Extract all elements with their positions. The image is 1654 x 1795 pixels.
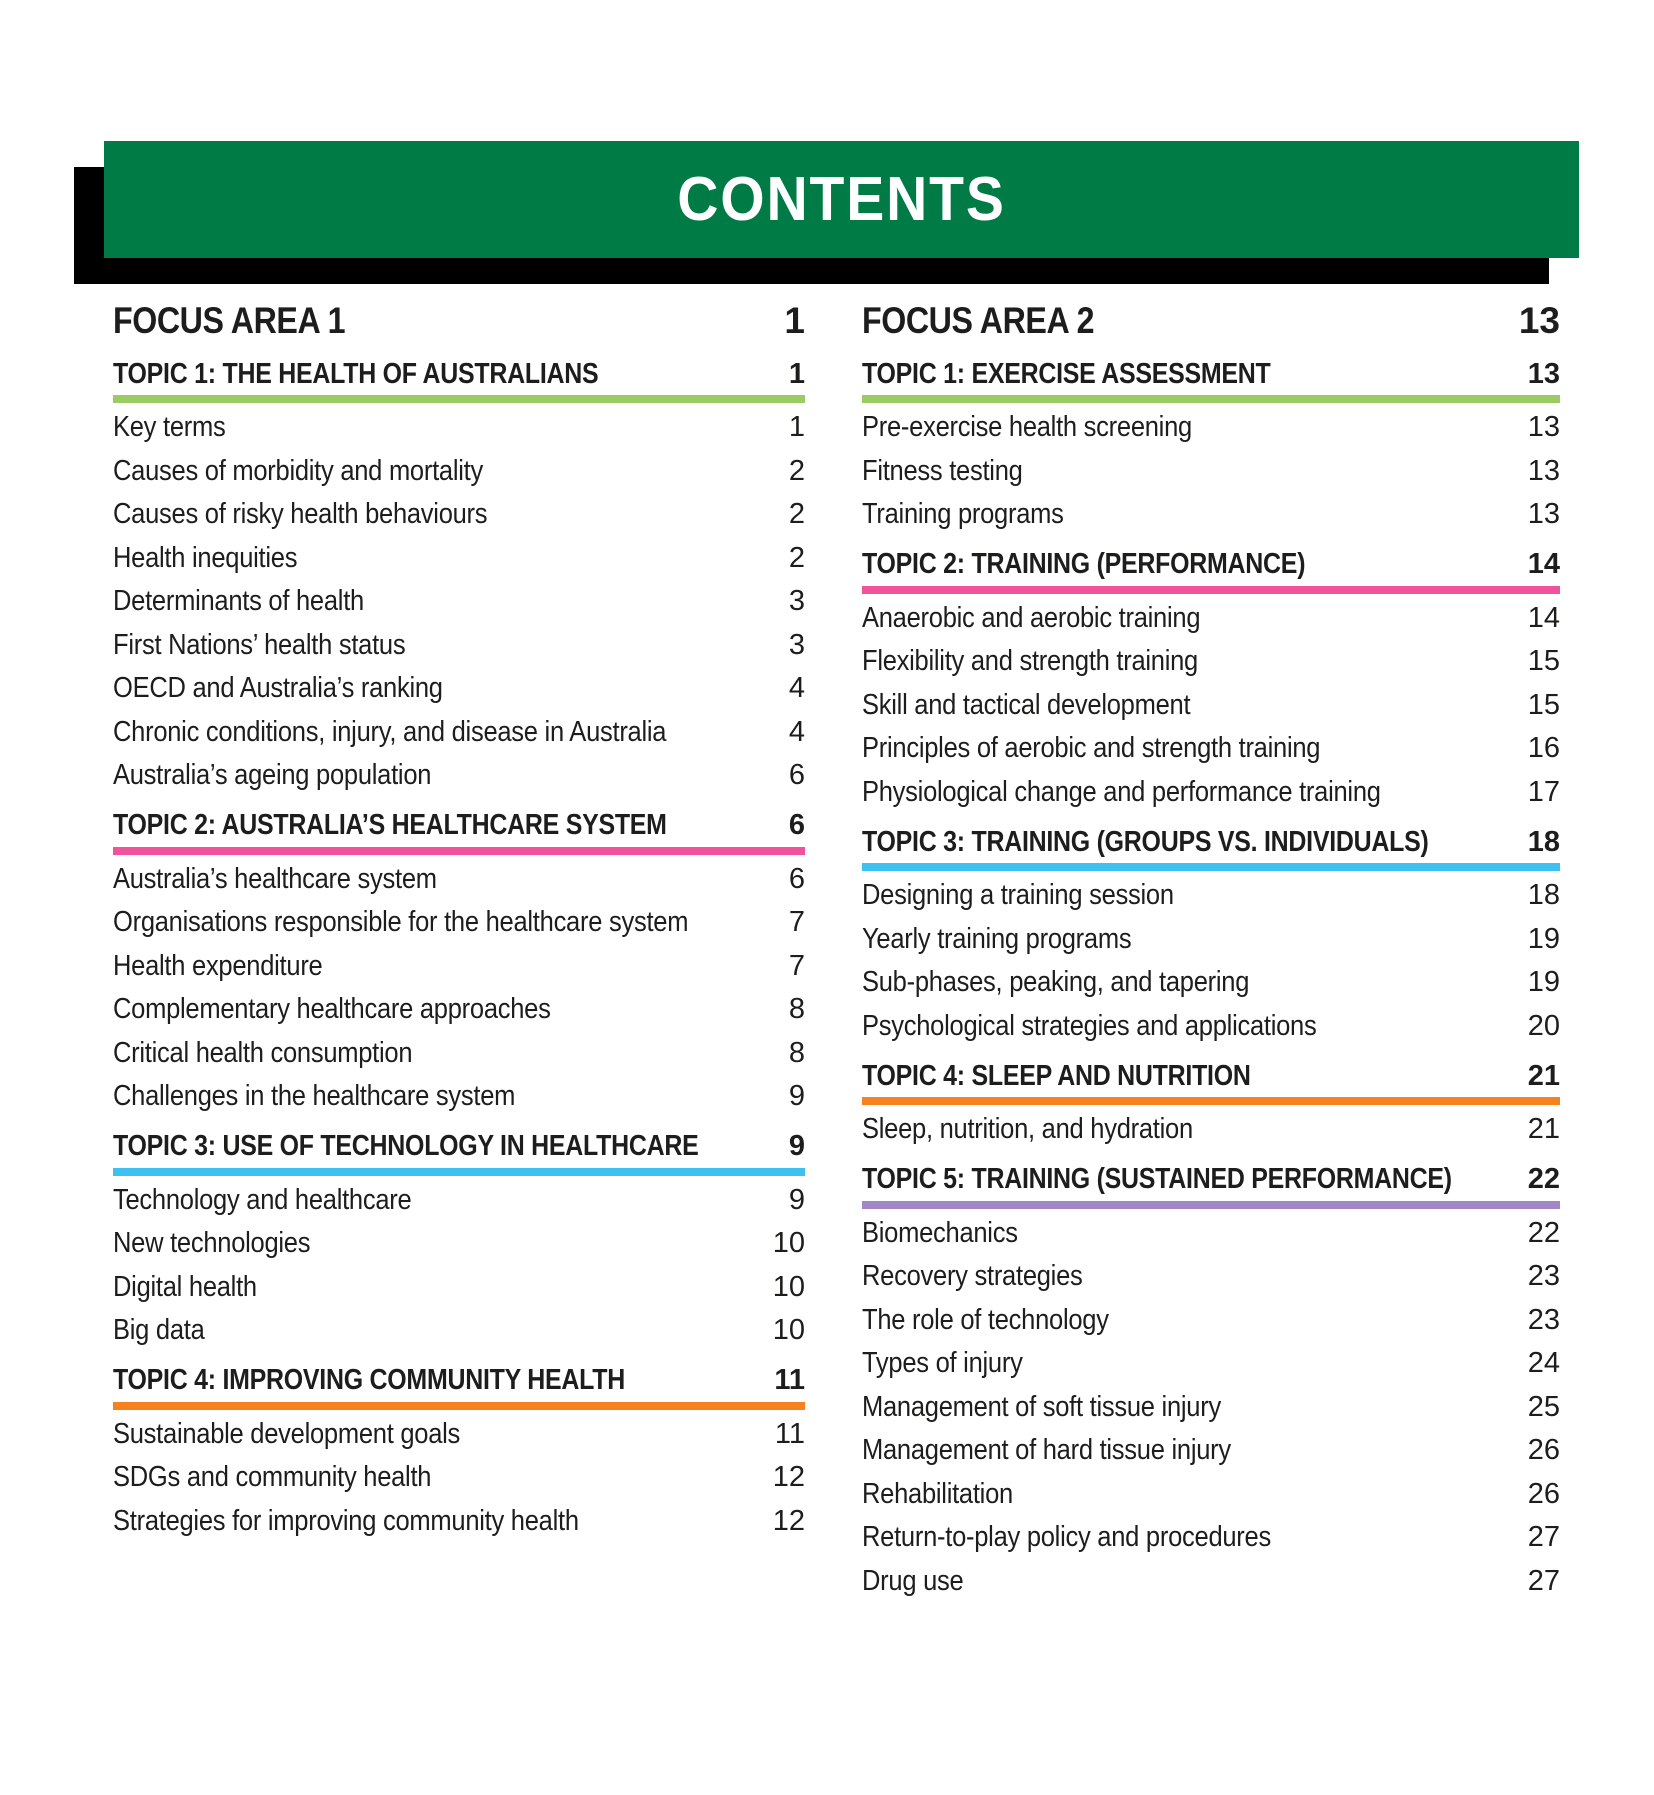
topic-entries (113, 1179, 805, 1353)
toc-entry-label: Determinants of health (113, 585, 364, 618)
toc-entry (113, 1075, 805, 1119)
topic-title: TOPIC 1: THE HEALTH OF AUSTRALIANS (113, 357, 599, 390)
toc-entry (862, 727, 1560, 771)
toc-entry (113, 1309, 805, 1353)
toc-entry-page-number: 17 (1527, 775, 1560, 808)
topic-heading (862, 356, 1560, 392)
toc-entry-page-number: 13 (1527, 411, 1560, 444)
focus-area-heading (862, 296, 1560, 346)
topic-sections (862, 356, 1560, 1603)
toc-entry-label: OECD and Australia’s ranking (113, 672, 443, 705)
topic-underline (862, 863, 1560, 871)
toc-entry-label: Skill and tactical development (862, 688, 1191, 721)
toc-entry-label: Sustainable development goals (113, 1417, 461, 1450)
toc-entry (113, 406, 805, 450)
toc-entry-page-number: 7 (788, 906, 805, 939)
toc-entry-page-number: 8 (788, 993, 805, 1026)
toc-entry (862, 1342, 1560, 1386)
toc-entry (113, 1456, 805, 1500)
topic-entries (113, 858, 805, 1119)
toc-entry-label: Management of soft tissue injury (862, 1390, 1221, 1423)
focus-area-page-number: 1 (784, 300, 805, 341)
toc-entry-page-number: 1 (788, 411, 805, 444)
toc-entry-label: Yearly training programs (862, 922, 1132, 955)
toc-entry-page-number: 4 (788, 672, 805, 705)
toc-entry (862, 874, 1560, 918)
toc-entry (113, 537, 805, 581)
topic-section (113, 1363, 805, 1544)
topic-underline (113, 395, 805, 403)
toc-entry-label: Designing a training session (862, 879, 1174, 912)
toc-entry-label: Principles of aerobic and strength training (862, 732, 1321, 765)
toc-entry (113, 493, 805, 537)
toc-entry (862, 1386, 1560, 1430)
toc-entry-page-number: 2 (788, 498, 805, 531)
topic-heading (113, 808, 805, 844)
toc-entry-label: Psychological strategies and applications (862, 1009, 1317, 1042)
topic-section (862, 1162, 1560, 1604)
toc-entry-page-number: 7 (788, 949, 805, 982)
toc-entry-page-number: 19 (1527, 922, 1560, 955)
toc-entry-label: Flexibility and strength training (862, 645, 1198, 678)
topic-section (113, 1129, 805, 1353)
toc-entry-page-number: 12 (772, 1461, 805, 1494)
toc-entry-page-number: 23 (1527, 1260, 1560, 1293)
topic-section (862, 356, 1560, 537)
topic-heading (113, 1129, 805, 1165)
toc-entry-page-number: 4 (788, 715, 805, 748)
toc-entry-page-number: 25 (1527, 1390, 1560, 1423)
toc-entry-page-number: 9 (788, 1183, 805, 1216)
topic-entries (862, 1212, 1560, 1604)
topic-title: TOPIC 1: EXERCISE ASSESSMENT (862, 357, 1271, 390)
toc-entry (862, 597, 1560, 641)
toc-entry (862, 1299, 1560, 1343)
topic-title: TOPIC 3: TRAINING (GROUPS VS. INDIVIDUALS) (862, 825, 1429, 858)
topic-page-number: 21 (1527, 1059, 1560, 1092)
toc-entry (113, 580, 805, 624)
toc-entry (113, 901, 805, 945)
topic-entries (113, 406, 805, 798)
toc-entry-page-number: 11 (774, 1417, 805, 1450)
toc-entry-label: Training programs (862, 498, 1064, 531)
toc-entry (113, 1179, 805, 1223)
toc-entry-page-number: 13 (1527, 498, 1560, 531)
topic-heading (113, 356, 805, 392)
toc-entry-page-number: 22 (1527, 1216, 1560, 1249)
toc-entry (862, 1560, 1560, 1604)
toc-entry-label: The role of technology (862, 1303, 1109, 1336)
toc-entry (113, 858, 805, 902)
toc-entry-label: Australia’s ageing population (113, 759, 432, 792)
toc-entry-label: Health expenditure (113, 949, 323, 982)
topic-section (113, 356, 805, 798)
toc-entry-page-number: 24 (1527, 1347, 1560, 1380)
topic-heading (862, 824, 1560, 860)
toc-entry-label: Critical health consumption (113, 1036, 413, 1069)
toc-entry (862, 1005, 1560, 1049)
topic-underline (862, 586, 1560, 594)
toc-entry-page-number: 9 (788, 1080, 805, 1113)
toc-entry-page-number: 6 (788, 862, 805, 895)
topic-underline (862, 1201, 1560, 1209)
topic-underline (113, 1402, 805, 1410)
toc-entry-label: Sleep, nutrition, and hydration (862, 1113, 1193, 1146)
toc-entry-label: Health inequities (113, 541, 298, 574)
topic-page-number: 1 (788, 357, 805, 390)
focus-area-page-number: 13 (1518, 300, 1560, 341)
toc-entry (113, 1266, 805, 1310)
page-title: CONTENTS (677, 165, 1006, 234)
toc-entry (862, 1108, 1560, 1152)
topic-page-number: 6 (788, 809, 805, 841)
toc-columns (0, 296, 1654, 1603)
toc-entry (862, 684, 1560, 728)
topic-page-number: 11 (774, 1364, 805, 1396)
toc-entry (113, 1500, 805, 1544)
focus-area-label: FOCUS AREA 2 (862, 300, 1095, 341)
toc-entry-label: Return-to-play policy and procedures (862, 1521, 1271, 1554)
toc-entry-label: Technology and healthcare (113, 1183, 412, 1216)
topic-title: TOPIC 2: AUSTRALIA’S HEALTHCARE SYSTEM (113, 809, 667, 841)
topic-section (862, 824, 1560, 1048)
toc-entry-label: Australia’s healthcare system (113, 862, 437, 895)
toc-entry-label: New technologies (113, 1227, 311, 1260)
toc-entry-label: SDGs and community health (113, 1461, 432, 1494)
topic-page-number: 14 (1527, 548, 1560, 580)
toc-entry-page-number: 10 (772, 1314, 805, 1347)
focus-area-heading (113, 296, 805, 346)
toc-entry-page-number: 21 (1527, 1113, 1560, 1146)
toc-entry (862, 961, 1560, 1005)
toc-entry-label: Big data (113, 1314, 205, 1347)
topic-heading (862, 1162, 1560, 1198)
topic-entries (862, 874, 1560, 1048)
toc-entry (862, 1516, 1560, 1560)
toc-entry-page-number: 3 (788, 628, 805, 661)
toc-entry (113, 1413, 805, 1457)
toc-entry-label: Chronic conditions, injury, and disease in Australia (113, 715, 667, 748)
toc-entry (113, 450, 805, 494)
toc-entry (862, 1429, 1560, 1473)
toc-entry (862, 493, 1560, 537)
toc-entry (113, 1032, 805, 1076)
topic-title: TOPIC 3: USE OF TECHNOLOGY IN HEALTHCARE (113, 1130, 699, 1162)
toc-entry-page-number: 10 (772, 1227, 805, 1260)
toc-column (113, 296, 805, 1603)
toc-entry-label: Types of injury (862, 1347, 1023, 1380)
topic-sections (113, 356, 805, 1543)
toc-entry (862, 450, 1560, 494)
toc-entry-page-number: 2 (788, 454, 805, 487)
toc-entry-page-number: 27 (1527, 1564, 1560, 1597)
toc-entry-label: Causes of risky health behaviours (113, 498, 488, 531)
toc-entry (862, 1473, 1560, 1517)
toc-entry-page-number: 13 (1527, 454, 1560, 487)
topic-entries (862, 406, 1560, 537)
topic-heading (113, 1363, 805, 1399)
topic-underline (862, 1097, 1560, 1105)
toc-entry-label: Challenges in the healthcare system (113, 1080, 516, 1113)
toc-entry-page-number: 15 (1527, 645, 1560, 678)
toc-entry-label: Management of hard tissue injury (862, 1434, 1231, 1467)
toc-entry-page-number: 18 (1527, 879, 1560, 912)
topic-underline (113, 1168, 805, 1176)
toc-entry-label: Fitness testing (862, 454, 1023, 487)
topic-title: TOPIC 2: TRAINING (PERFORMANCE) (862, 548, 1306, 580)
toc-entry-page-number: 8 (788, 1036, 805, 1069)
toc-entry (113, 945, 805, 989)
toc-entry-page-number: 2 (788, 541, 805, 574)
topic-page-number: 13 (1527, 357, 1560, 390)
topic-page-number: 22 (1527, 1163, 1560, 1195)
topic-underline (113, 847, 805, 855)
toc-entry (113, 667, 805, 711)
toc-entry (113, 711, 805, 755)
topic-page-number: 18 (1527, 825, 1560, 858)
topic-underline (862, 395, 1560, 403)
toc-entry-label: Pre-exercise health screening (862, 411, 1192, 444)
toc-entry-label: Drug use (862, 1564, 964, 1597)
topic-heading (862, 547, 1560, 583)
topic-title: TOPIC 5: TRAINING (SUSTAINED PERFORMANCE) (862, 1163, 1452, 1195)
toc-entry-label: First Nations’ health status (113, 628, 406, 661)
toc-entry-label: Organisations responsible for the healthcare system (113, 906, 689, 939)
topic-section (862, 1058, 1560, 1152)
topic-title: TOPIC 4: IMPROVING COMMUNITY HEALTH (113, 1364, 625, 1396)
toc-entry-page-number: 27 (1527, 1521, 1560, 1554)
toc-entry-page-number: 26 (1527, 1477, 1560, 1510)
toc-entry-label: Digital health (113, 1270, 257, 1303)
toc-entry-page-number: 10 (772, 1270, 805, 1303)
toc-entry-label: Key terms (113, 411, 226, 444)
toc-entry-label: Anaerobic and aerobic training (862, 601, 1201, 634)
toc-entry-label: Complementary healthcare approaches (113, 993, 551, 1026)
toc-entry-label: Causes of morbidity and mortality (113, 454, 483, 487)
topic-title: TOPIC 4: SLEEP AND NUTRITION (862, 1059, 1251, 1092)
toc-entry-label: Strategies for improving community health (113, 1504, 579, 1537)
toc-entry (113, 754, 805, 798)
toc-entry-page-number: 6 (788, 759, 805, 792)
toc-entry-page-number: 19 (1527, 966, 1560, 999)
toc-entry-page-number: 12 (772, 1504, 805, 1537)
toc-entry-label: Biomechanics (862, 1216, 1018, 1249)
toc-entry (862, 1212, 1560, 1256)
toc-entry (862, 918, 1560, 962)
toc-entry-page-number: 23 (1527, 1303, 1560, 1336)
toc-entry-page-number: 20 (1527, 1009, 1560, 1042)
focus-area-label: FOCUS AREA 1 (113, 300, 346, 341)
contents-banner (104, 141, 1579, 258)
toc-entry-page-number: 15 (1527, 688, 1560, 721)
toc-entry (113, 988, 805, 1032)
toc-entry (862, 640, 1560, 684)
topic-entries (862, 1108, 1560, 1152)
topic-entries (113, 1413, 805, 1544)
toc-entry (113, 1222, 805, 1266)
toc-entry-label: Sub-phases, peaking, and tapering (862, 966, 1250, 999)
topic-entries (862, 597, 1560, 815)
topic-section (862, 547, 1560, 815)
toc-entry (862, 1255, 1560, 1299)
toc-entry-page-number: 16 (1527, 732, 1560, 765)
toc-entry (862, 406, 1560, 450)
topic-page-number: 9 (788, 1130, 805, 1162)
toc-entry-label: Recovery strategies (862, 1260, 1083, 1293)
toc-entry-label: Physiological change and performance training (862, 775, 1381, 808)
toc-entry-page-number: 26 (1527, 1434, 1560, 1467)
contents-header (0, 141, 1654, 284)
toc-entry-label: Rehabilitation (862, 1477, 1013, 1510)
toc-column (862, 296, 1560, 1603)
topic-section (113, 808, 805, 1119)
toc-entry (862, 771, 1560, 815)
toc-entry-page-number: 3 (788, 585, 805, 618)
topic-heading (862, 1058, 1560, 1094)
toc-entry-page-number: 14 (1527, 601, 1560, 634)
toc-entry (113, 624, 805, 668)
